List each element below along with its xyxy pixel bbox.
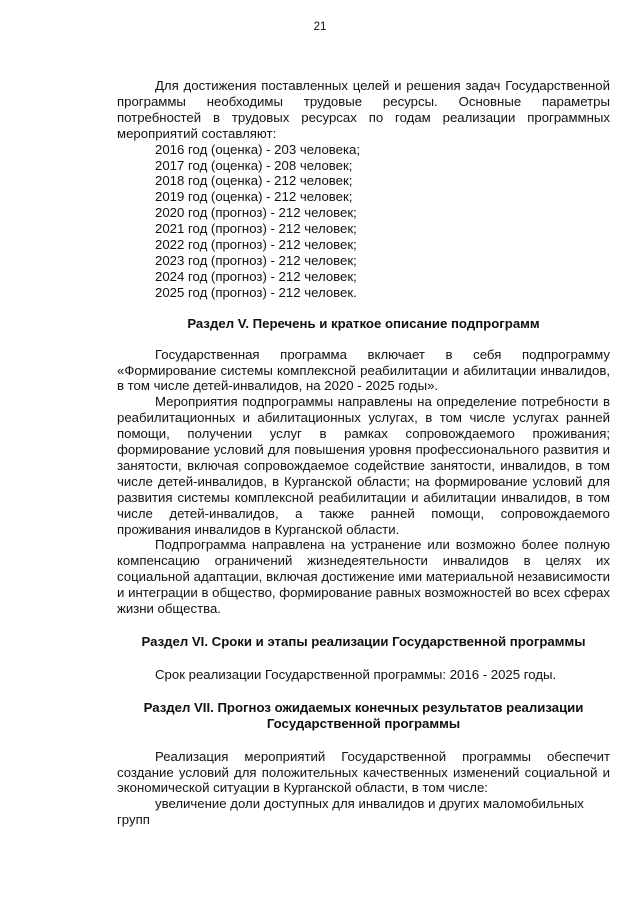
- page-content: [117, 78, 610, 828]
- resource-list: [117, 142, 610, 301]
- resource-list-item: 2016 год (оценка) - 203 человека;: [155, 141, 361, 157]
- section5-paragraph-2: Мероприятия подпрограммы направлены на определение потребности в реабилитационных и абилитационных услугах, в том числе услугах ранней помощи, получении услуг в рамках сопровождаемого проживания; формирование условий для повышения уровня профессионального развития и занятости, включая сопровождаемое содействие занятости, инвалидов, в том числе детей-инвалидов, в Курганской области; на формирование условий для развития системы комплексной реабилитации и абилитации инвалидов, в том числе детей-инвалидов, а также ранней помощи, сопровождаемого проживания инвалидов в Курганской области.: [117, 394, 610, 537]
- resource-list-item: 2019 год (оценка) - 212 человек;: [155, 189, 353, 205]
- resource-list-item: 2017 год (оценка) - 208 человек;: [155, 157, 353, 173]
- resource-list-item: 2020 год (прогноз) - 212 человек;: [155, 205, 357, 221]
- section5-paragraph-3: Подпрограмма направлена на устранение или возможно более полную компенсацию ограничений жизнедеятельности инвалидов в целях их социальной адаптации, включая достижение ими материальной независимости и интеграции в общество, формирование равных возможностей во всех сферах жизни общества.: [117, 537, 610, 617]
- resource-list-item: 2022 год (прогноз) - 212 человек;: [155, 237, 357, 253]
- intro-paragraph: Для достижения поставленных целей и решения задач Государственной программы необходимы трудовые ресурсы. Основные параметры потребностей в трудовых ресурсах по годам реализации программных мероприятий составляют:: [117, 78, 610, 141]
- resource-list-item: 2024 год (прогноз) - 212 человек;: [155, 268, 357, 284]
- resource-list-item: 2025 год (прогноз) - 212 человек.: [155, 284, 357, 300]
- section5-heading: Раздел V. Перечень и краткое описание подпрограмм: [187, 315, 540, 331]
- resource-list-item: 2021 год (прогноз) - 212 человек;: [155, 221, 357, 237]
- section7-paragraph: Реализация мероприятий Государственной программы обеспечит создание условий для положительных качественных изменений социальной и экономической ситуации в Курганской области, в том числе:: [117, 748, 610, 796]
- section7-last-line: увеличение доли доступных для инвалидов и других маломобильных групп: [117, 796, 584, 828]
- resource-list-item: 2018 год (оценка) - 212 человек;: [155, 173, 353, 189]
- page-number: 21: [313, 21, 327, 33]
- resource-list-item: 2023 год (прогноз) - 212 человек;: [155, 252, 357, 268]
- section5-paragraph-1: Государственная программа включает в себя подпрограмму «Формирование системы комплексной реабилитации и абилитации инвалидов, в том числе детей-инвалидов, на 2020 - 2025 годы».: [117, 346, 610, 394]
- section6-heading: Раздел VI. Сроки и этапы реализации Государственной программы: [141, 634, 586, 649]
- section7-heading-line1: Раздел VII. Прогноз ожидаемых конечных результатов реализации: [143, 699, 584, 715]
- section6-text: Срок реализации Государственной программы: 2016 - 2025 годы.: [155, 666, 557, 682]
- section7-heading-line2: Государственной программы: [266, 715, 461, 731]
